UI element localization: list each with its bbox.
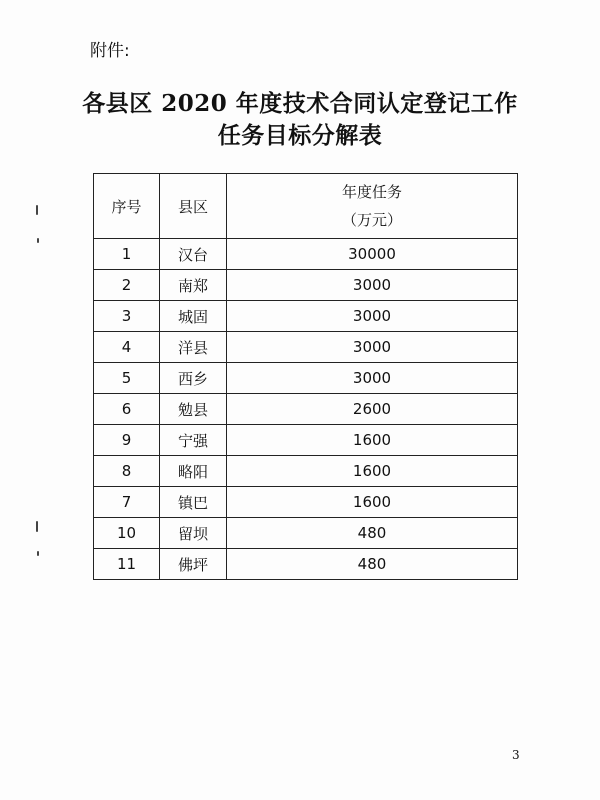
cell-seq: 3: [94, 301, 160, 332]
cell-task: 1600: [227, 456, 518, 487]
cell-task: 3000: [227, 363, 518, 394]
cell-county: 镇巴: [160, 487, 227, 518]
cell-seq: 5: [94, 363, 160, 394]
cell-task: 30000: [227, 239, 518, 270]
binding-mark: [37, 551, 39, 556]
cell-county: 宁强: [160, 425, 227, 456]
cell-seq: 9: [94, 425, 160, 456]
cell-county: 西乡: [160, 363, 227, 394]
table-row: [94, 363, 518, 394]
header-task-unit: （万元）: [341, 211, 402, 229]
attachment-label: 附件:: [90, 41, 130, 61]
cell-task: 3000: [227, 270, 518, 301]
table-row: [94, 394, 518, 425]
binding-mark: [36, 521, 38, 532]
table-row: [94, 487, 518, 518]
document-title-line-2: 任务目标分解表: [217, 122, 383, 149]
table-row: [94, 549, 518, 580]
page-number: 3: [512, 748, 520, 762]
binding-mark: [36, 205, 38, 215]
header-seq: 序号: [94, 174, 160, 239]
cell-task: 3000: [227, 301, 518, 332]
cell-task: 1600: [227, 425, 518, 456]
cell-county: 城固: [160, 301, 227, 332]
cell-task: 480: [227, 518, 518, 549]
cell-seq: 7: [94, 487, 160, 518]
table-row: [94, 456, 518, 487]
table-row: [94, 332, 518, 363]
table-row: [94, 270, 518, 301]
cell-seq: 11: [94, 549, 160, 580]
header-task-line-1: 年度任务: [341, 183, 402, 201]
table-row: [94, 301, 518, 332]
cell-county: 勉县: [160, 394, 227, 425]
cell-task: 480: [227, 549, 518, 580]
cell-seq: 4: [94, 332, 160, 363]
task-allocation-table: [93, 173, 518, 580]
cell-seq: 6: [94, 394, 160, 425]
cell-task: 3000: [227, 332, 518, 363]
cell-seq: 1: [94, 239, 160, 270]
cell-seq: 2: [94, 270, 160, 301]
cell-county: 洋县: [160, 332, 227, 363]
header-county: 县区: [160, 174, 227, 239]
cell-seq: 8: [94, 456, 160, 487]
table-row: [94, 239, 518, 270]
header-annual-task: [227, 174, 518, 239]
binding-mark: [37, 238, 39, 243]
table-row: [94, 425, 518, 456]
document-title-line-1: 各县区 2020 年度技术合同认定登记工作: [82, 90, 518, 117]
cell-seq: 10: [94, 518, 160, 549]
cell-task: 2600: [227, 394, 518, 425]
table-header-row: [94, 174, 518, 239]
cell-county: 南郑: [160, 270, 227, 301]
cell-task: 1600: [227, 487, 518, 518]
table-row: [94, 518, 518, 549]
cell-county: 略阳: [160, 456, 227, 487]
cell-county: 汉台: [160, 239, 227, 270]
cell-county: 留坝: [160, 518, 227, 549]
cell-county: 佛坪: [160, 549, 227, 580]
